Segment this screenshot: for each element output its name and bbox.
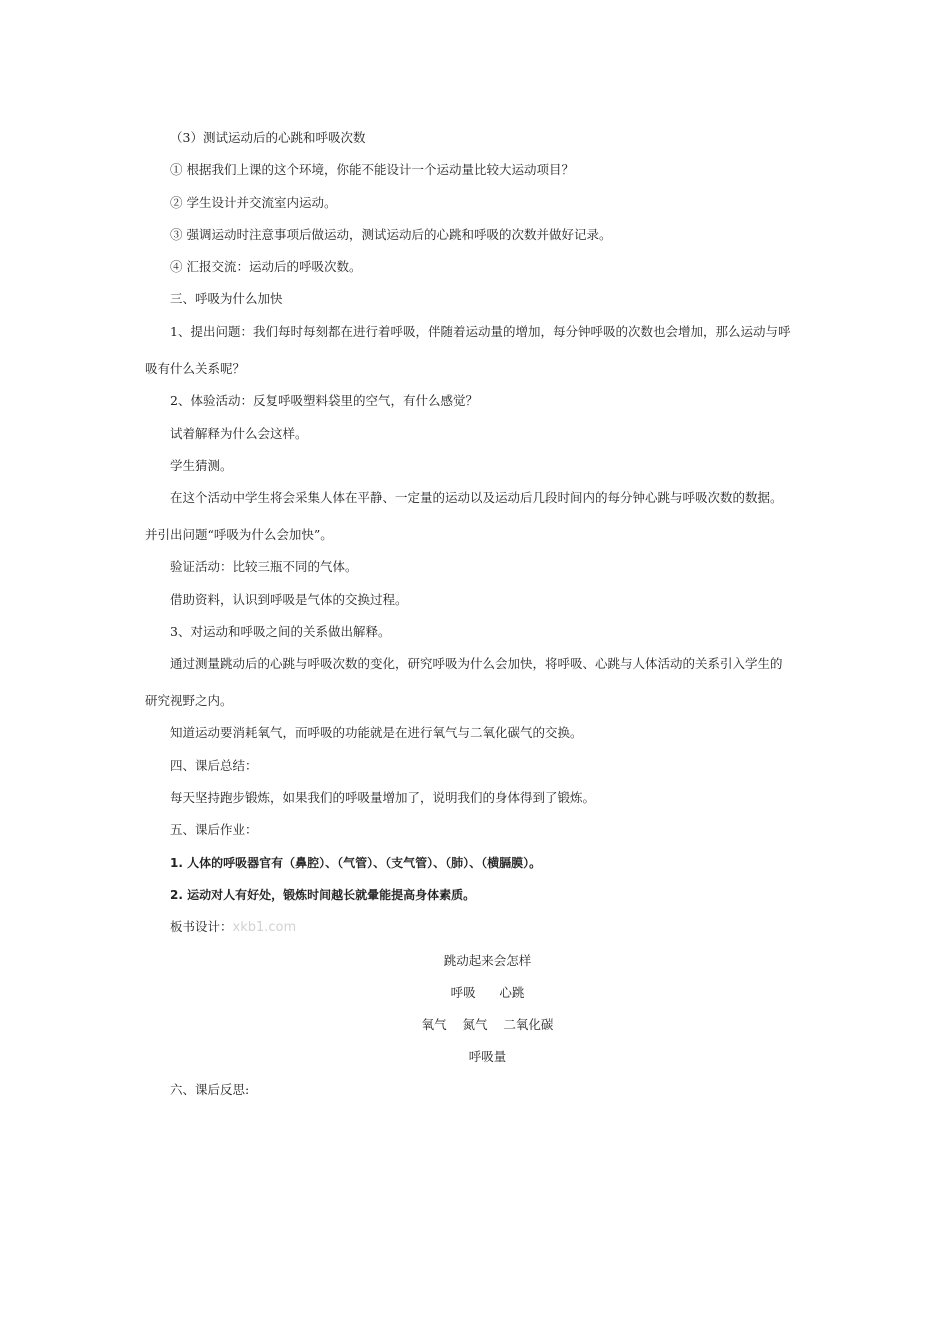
step-3: ③ 强调运动时注意事项后做运动，测试运动后的心跳和呼吸的次数并做好记录。 — [170, 227, 612, 242]
board-row-2: 氧气 氮气 二氧化碳 — [421, 1017, 554, 1032]
paragraph-1-line-2: 吸有什么关系呢？ — [145, 361, 246, 376]
paragraph-2: 2、体验活动：反复呼吸塑料袋里的空气，有什么感觉？ — [170, 393, 478, 408]
homework-question-2: 2. 运动对人有好处，锻炼时间越长就暈能提高身体素质。 — [170, 888, 476, 902]
paragraph-10: 知道运动要消耗氧气，而呼吸的功能就是在进行氧气与二氧化碳气的交换。 — [170, 725, 583, 740]
paragraph-8: 3、对运动和呼吸之间的关系做出解释。 — [170, 624, 391, 639]
board-title: 跳动起来会怎样 — [443, 953, 532, 968]
step-2: ② 学生设计并交流室内运动。 — [170, 195, 337, 210]
part-3-heading: 三、呼吸为什么加快 — [170, 291, 283, 306]
part-6-heading: 六、课后反思: — [170, 1082, 250, 1097]
paragraph-1-line-1: 1、提出问题：我们每时每刻都在进行着呼吸，伴随着运动量的增加，每分钟呼吸的次数也会增加，那么运动与呼 — [170, 324, 791, 339]
paragraph-4: 学生猜测。 — [170, 458, 233, 473]
step-1: ① 根据我们上课的这个环境，你能不能设计一个运动量比较大运动项目？ — [170, 162, 574, 177]
section-3-heading: （3）测试运动后的心跳和呼吸次数 — [170, 130, 366, 145]
board-design-row — [170, 919, 296, 936]
paragraph-5-line-1: 在这个活动中学生将会采集人体在平静、一定量的运动以及运动后几段时间内的每分钟心跳与呼吸次数的数据。 — [170, 490, 783, 505]
step-4: ④ 汇报交流：运动后的呼吸次数。 — [170, 259, 362, 274]
paragraph-5-line-2: 并引出问题“呼吸为什么会加快”。 — [145, 527, 333, 542]
paragraph-3: 试着解释为什么会这样。 — [170, 426, 308, 441]
paragraph-9-line-2: 研究视野之内。 — [145, 693, 233, 708]
watermark: xkb1.com — [232, 920, 297, 935]
paragraph-9-line-1: 通过测量跳动后的心跳与呼吸次数的变化，研究呼吸为什么会加快，将呼吸、心跳与人体活动的关系引入学生的 — [170, 656, 783, 671]
paragraph-7: 借助资料，认识到呼吸是气体的交换过程。 — [170, 592, 408, 607]
part-4-heading: 四、课后总结： — [170, 758, 258, 773]
paragraph-6: 验证活动：比较三瓶不同的气体。 — [170, 559, 358, 574]
part-5-heading: 五、课后作业： — [170, 822, 258, 837]
homework-question-1: 1. 人体的呼吸器官有（鼻腔）、（气管）、（支气管）、（肺）、（横膈膜）。 — [170, 856, 542, 870]
board-row-1: 呼吸 心跳 — [450, 985, 525, 1000]
summary-text: 每天坚持跑步锻炼，如果我们的呼吸量增加了，说明我们的身体得到了锻炼。 — [170, 790, 596, 805]
board-row-3: 呼吸量 — [468, 1049, 507, 1064]
board-design-label: 板书设计： — [170, 919, 233, 934]
